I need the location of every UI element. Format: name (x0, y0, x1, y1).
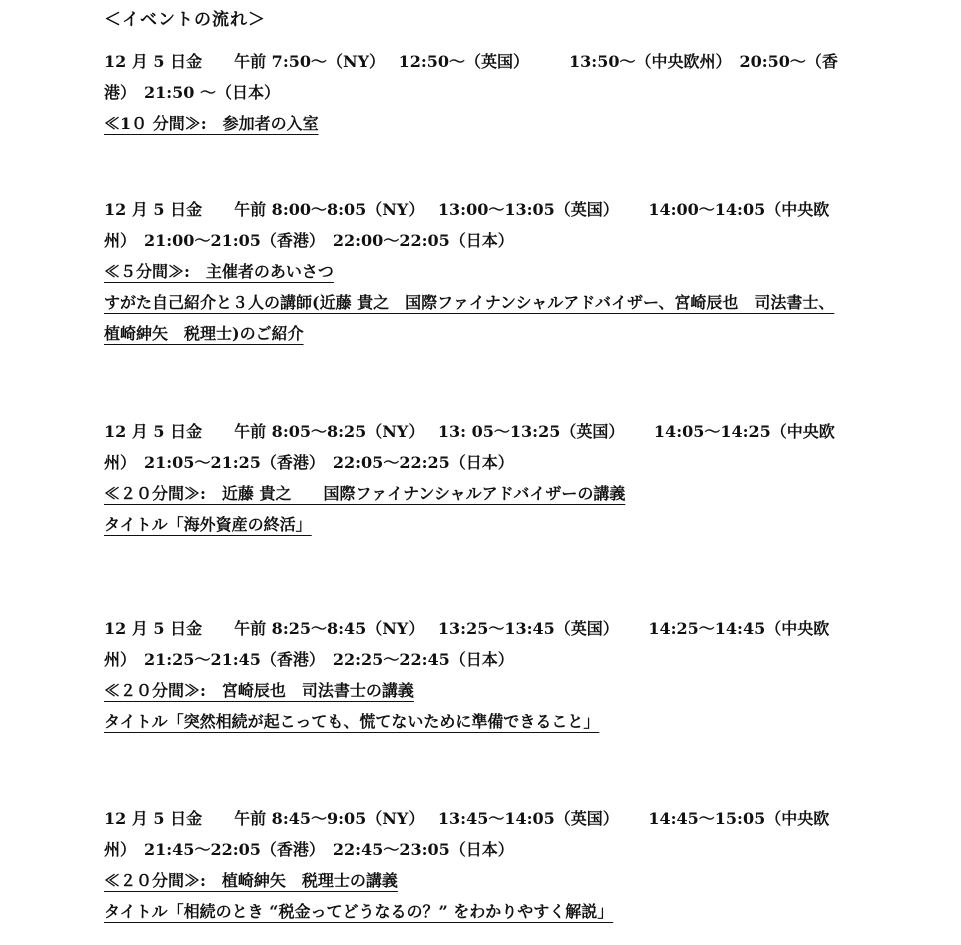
schedule-time: 12 月 5 日金 午前 7:50～（NY） 12:50～（英国） 13:50～（中央欧州） 20:50～（香港） 21:50 ～（日本） (104, 52, 838, 102)
segment-label (104, 478, 844, 509)
schedule-time: 12 月 5 日金 午前 8:25～8:45（NY） 13:25～13:45（英国） 14:25～14:45（中央欧州） 21:25～21:45（香港） 22:25～22:45（日本） (104, 619, 830, 669)
lecture-title (104, 509, 844, 540)
schedule-section-lecture-2 (104, 613, 844, 737)
schedule-time: 12 月 5 日金 午前 8:45～9:05（NY） 13:45～14:05（英国） 14:45～15:05（中央欧州） 21:45～22:05（香港） 22:45～23:05（日本） (104, 809, 830, 859)
schedule-section-entry (104, 46, 844, 139)
schedule-section-greeting (104, 194, 844, 349)
page-heading: ＜イベントの流れ＞ (104, 10, 266, 30)
segment-label (104, 865, 844, 896)
lecture-title-text: タイトル「相続のとき “税金ってどうなるの？” をわかりやすく解説」 (104, 902, 614, 921)
segment-label (104, 256, 844, 287)
segment-label-text: ≪２０分間≫: 近藤 貴之 国際ファイナンシャルアドバイザーの講義 (104, 484, 626, 503)
lecture-title (104, 896, 844, 927)
lecture-title (104, 706, 844, 737)
segment-label-text: ≪1０ 分間≫: 参加者の入室 (104, 114, 319, 133)
lecture-title-text: タイトル「海外資産の終活」 (104, 515, 312, 534)
schedule-section-lecture-3 (104, 803, 844, 927)
segment-label (104, 108, 844, 139)
segment-label (104, 675, 844, 706)
segment-description: すがた自己紹介と３人の講師(近藤 貴之 国際ファイナンシャルアドバイザー、宮崎辰也 司法書士、植崎紳矢 税理士)のご紹介 (104, 293, 835, 343)
schedule-section-lecture-1 (104, 416, 844, 540)
segment-label-text: ≪５分間≫: 主催者のあいさつ (104, 262, 334, 281)
segment-label-text: ≪２０分間≫: 宮崎辰也 司法書士の講義 (104, 681, 414, 700)
schedule-time: 12 月 5 日金 午前 8:05～8:25（NY） 13: 05～13:25（英国） 14:05～14:25（中央欧州） 21:05～21:25（香港） 22:05～22:25（日本） (104, 422, 835, 472)
schedule-time: 12 月 5 日金 午前 8:00～8:05（NY） 13:00～13:05（英国） 14:00～14:05（中央欧州） 21:00～21:05（香港） 22:00～22:05（日本） (104, 200, 830, 250)
segment-label-text: ≪２０分間≫: 植崎紳矢 税理士の講義 (104, 871, 398, 890)
lecture-title-text: タイトル「突然相続が起こっても、慌てないために準備できること」 (104, 712, 600, 731)
